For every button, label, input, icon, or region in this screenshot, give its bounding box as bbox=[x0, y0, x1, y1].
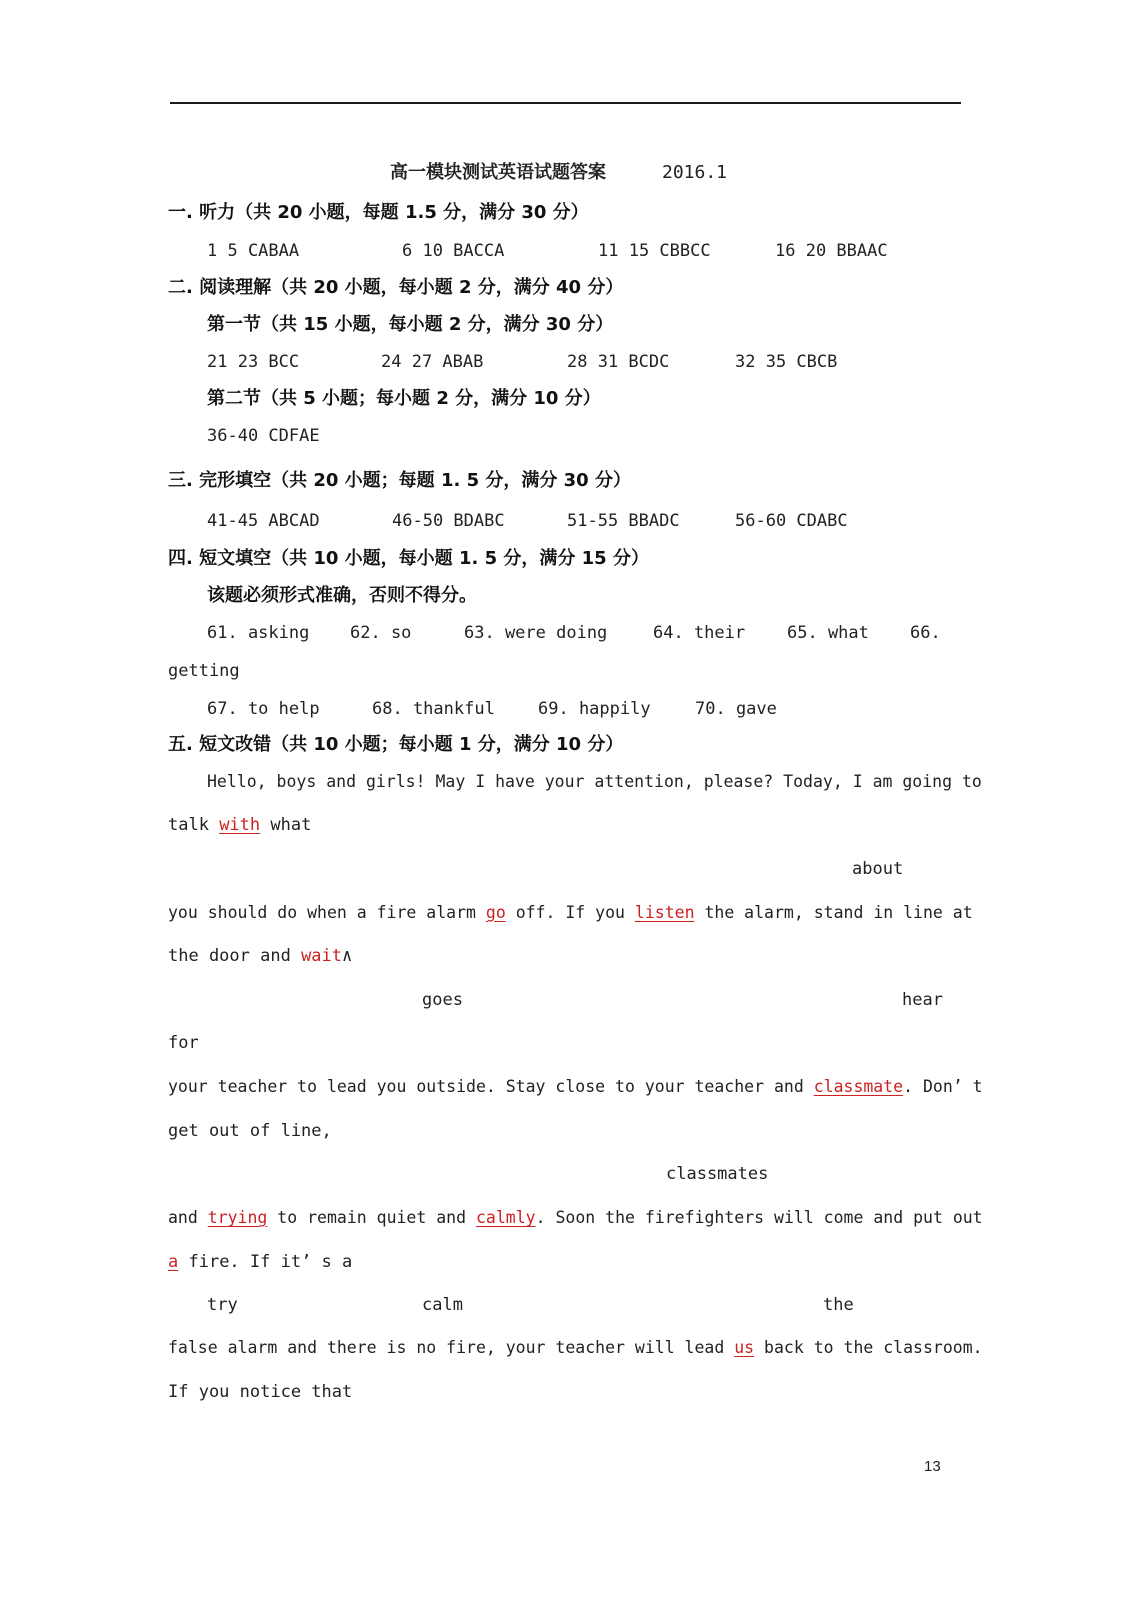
passage-line: a fire. If it’ s a bbox=[168, 1252, 353, 1272]
answer-group: 36-40 CDFAE bbox=[207, 426, 320, 446]
correction-word: for bbox=[168, 1033, 199, 1053]
answer-group: 6 10 BACCA bbox=[402, 241, 505, 261]
answer-item: 66. bbox=[910, 623, 941, 643]
section-4-heading: 四. 短文填空（共 10 小题，每小题 1. 5 分，满分 15 分） bbox=[168, 548, 649, 569]
section-2-part-1-heading: 第一节（共 15 小题，每小题 2 分，满分 30 分） bbox=[207, 314, 614, 335]
title-date: 2016.1 bbox=[662, 162, 728, 183]
error-word: classmate bbox=[813, 1077, 904, 1096]
insert-mark: ∧ bbox=[342, 946, 353, 966]
passage-line: get out of line, bbox=[168, 1121, 332, 1141]
answer-item: 70. gave bbox=[695, 699, 777, 719]
answer-group: 56-60 CDABC bbox=[735, 511, 848, 531]
section-2-heading: 二. 阅读理解（共 20 小题，每小题 2 分，满分 40 分） bbox=[168, 277, 624, 298]
section-4-note: 该题必须形式准确，否则不得分。 bbox=[207, 585, 477, 606]
correction-word: calm bbox=[422, 1295, 463, 1315]
page-title: 高一模块测试英语试题答案 bbox=[390, 162, 606, 183]
passage-line: your teacher to lead you outside. Stay close to your teacher and classmate. Don’ t bbox=[168, 1077, 983, 1096]
error-word: calmly bbox=[475, 1208, 536, 1227]
answer-item: 62. so bbox=[350, 623, 412, 643]
correction-word: hear bbox=[902, 990, 943, 1010]
section-5-heading: 五. 短文改错（共 10 小题；每小题 1 分，满分 10 分） bbox=[168, 734, 624, 755]
answer-item: 67. to help bbox=[207, 699, 320, 719]
correction-word: goes bbox=[422, 990, 463, 1010]
error-word: listen bbox=[634, 903, 695, 922]
passage-line: talk with what bbox=[168, 815, 312, 835]
answer-item: 65. what bbox=[787, 623, 869, 643]
answer-group: 51-55 BBADC bbox=[567, 511, 680, 531]
answer-item: 63. were doing bbox=[464, 623, 608, 643]
answer-group: 41-45 ABCAD bbox=[207, 511, 320, 531]
correction-word: the bbox=[823, 1295, 854, 1315]
passage-line: If you notice that bbox=[168, 1382, 353, 1402]
passage-line: Hello, boys and girls! May I have your attention, please? Today, I am going to bbox=[207, 772, 982, 791]
answer-group: 28 31 BCDC bbox=[567, 352, 670, 372]
correction-word: classmates bbox=[666, 1164, 769, 1184]
answer-item: 69. happily bbox=[538, 699, 651, 719]
answer-group: 11 15 CBBCC bbox=[598, 241, 711, 261]
passage-line: the door and wait∧ bbox=[168, 946, 353, 966]
header-rule bbox=[170, 102, 961, 104]
answer-group: 24 27 ABAB bbox=[381, 352, 484, 372]
answer-group: 16 20 BBAAC bbox=[775, 241, 888, 261]
answer-group: 21 23 BCC bbox=[207, 352, 300, 372]
section-2-part-2-heading: 第二节（共 5 小题；每小题 2 分，满分 10 分） bbox=[207, 388, 601, 409]
page-number: 13 bbox=[924, 1458, 941, 1475]
answer-group: 46-50 BDABC bbox=[392, 511, 505, 531]
answer-group: 32 35 CBCB bbox=[735, 352, 838, 372]
correction-word: try bbox=[207, 1295, 238, 1315]
passage-line: and trying to remain quiet and calmly. Soon the firefighters will come and put out bbox=[168, 1208, 983, 1227]
answer-group: 1 5 CABAA bbox=[207, 241, 300, 261]
section-1-heading: 一. 听力（共 20 小题，每题 1.5 分，满分 30 分） bbox=[168, 202, 589, 223]
error-word: a bbox=[168, 1252, 179, 1272]
section-3-heading: 三. 完形填空（共 20 小题；每题 1. 5 分，满分 30 分） bbox=[168, 470, 631, 491]
error-word: wait bbox=[301, 946, 343, 966]
error-word: with bbox=[219, 815, 261, 835]
answer-item: 61. asking bbox=[207, 623, 310, 643]
error-word: us bbox=[734, 1338, 755, 1357]
passage-line: you should do when a fire alarm go off. If you listen the alarm, stand in line at bbox=[168, 903, 973, 922]
answer-item: 64. their bbox=[653, 623, 746, 643]
error-word: go bbox=[485, 903, 506, 922]
answer-item: getting bbox=[168, 661, 240, 681]
passage-line: false alarm and there is no fire, your teacher will lead us back to the classroom. bbox=[168, 1338, 983, 1357]
error-word: trying bbox=[207, 1208, 268, 1227]
correction-word: about bbox=[852, 859, 904, 879]
answer-item: 68. thankful bbox=[372, 699, 495, 719]
